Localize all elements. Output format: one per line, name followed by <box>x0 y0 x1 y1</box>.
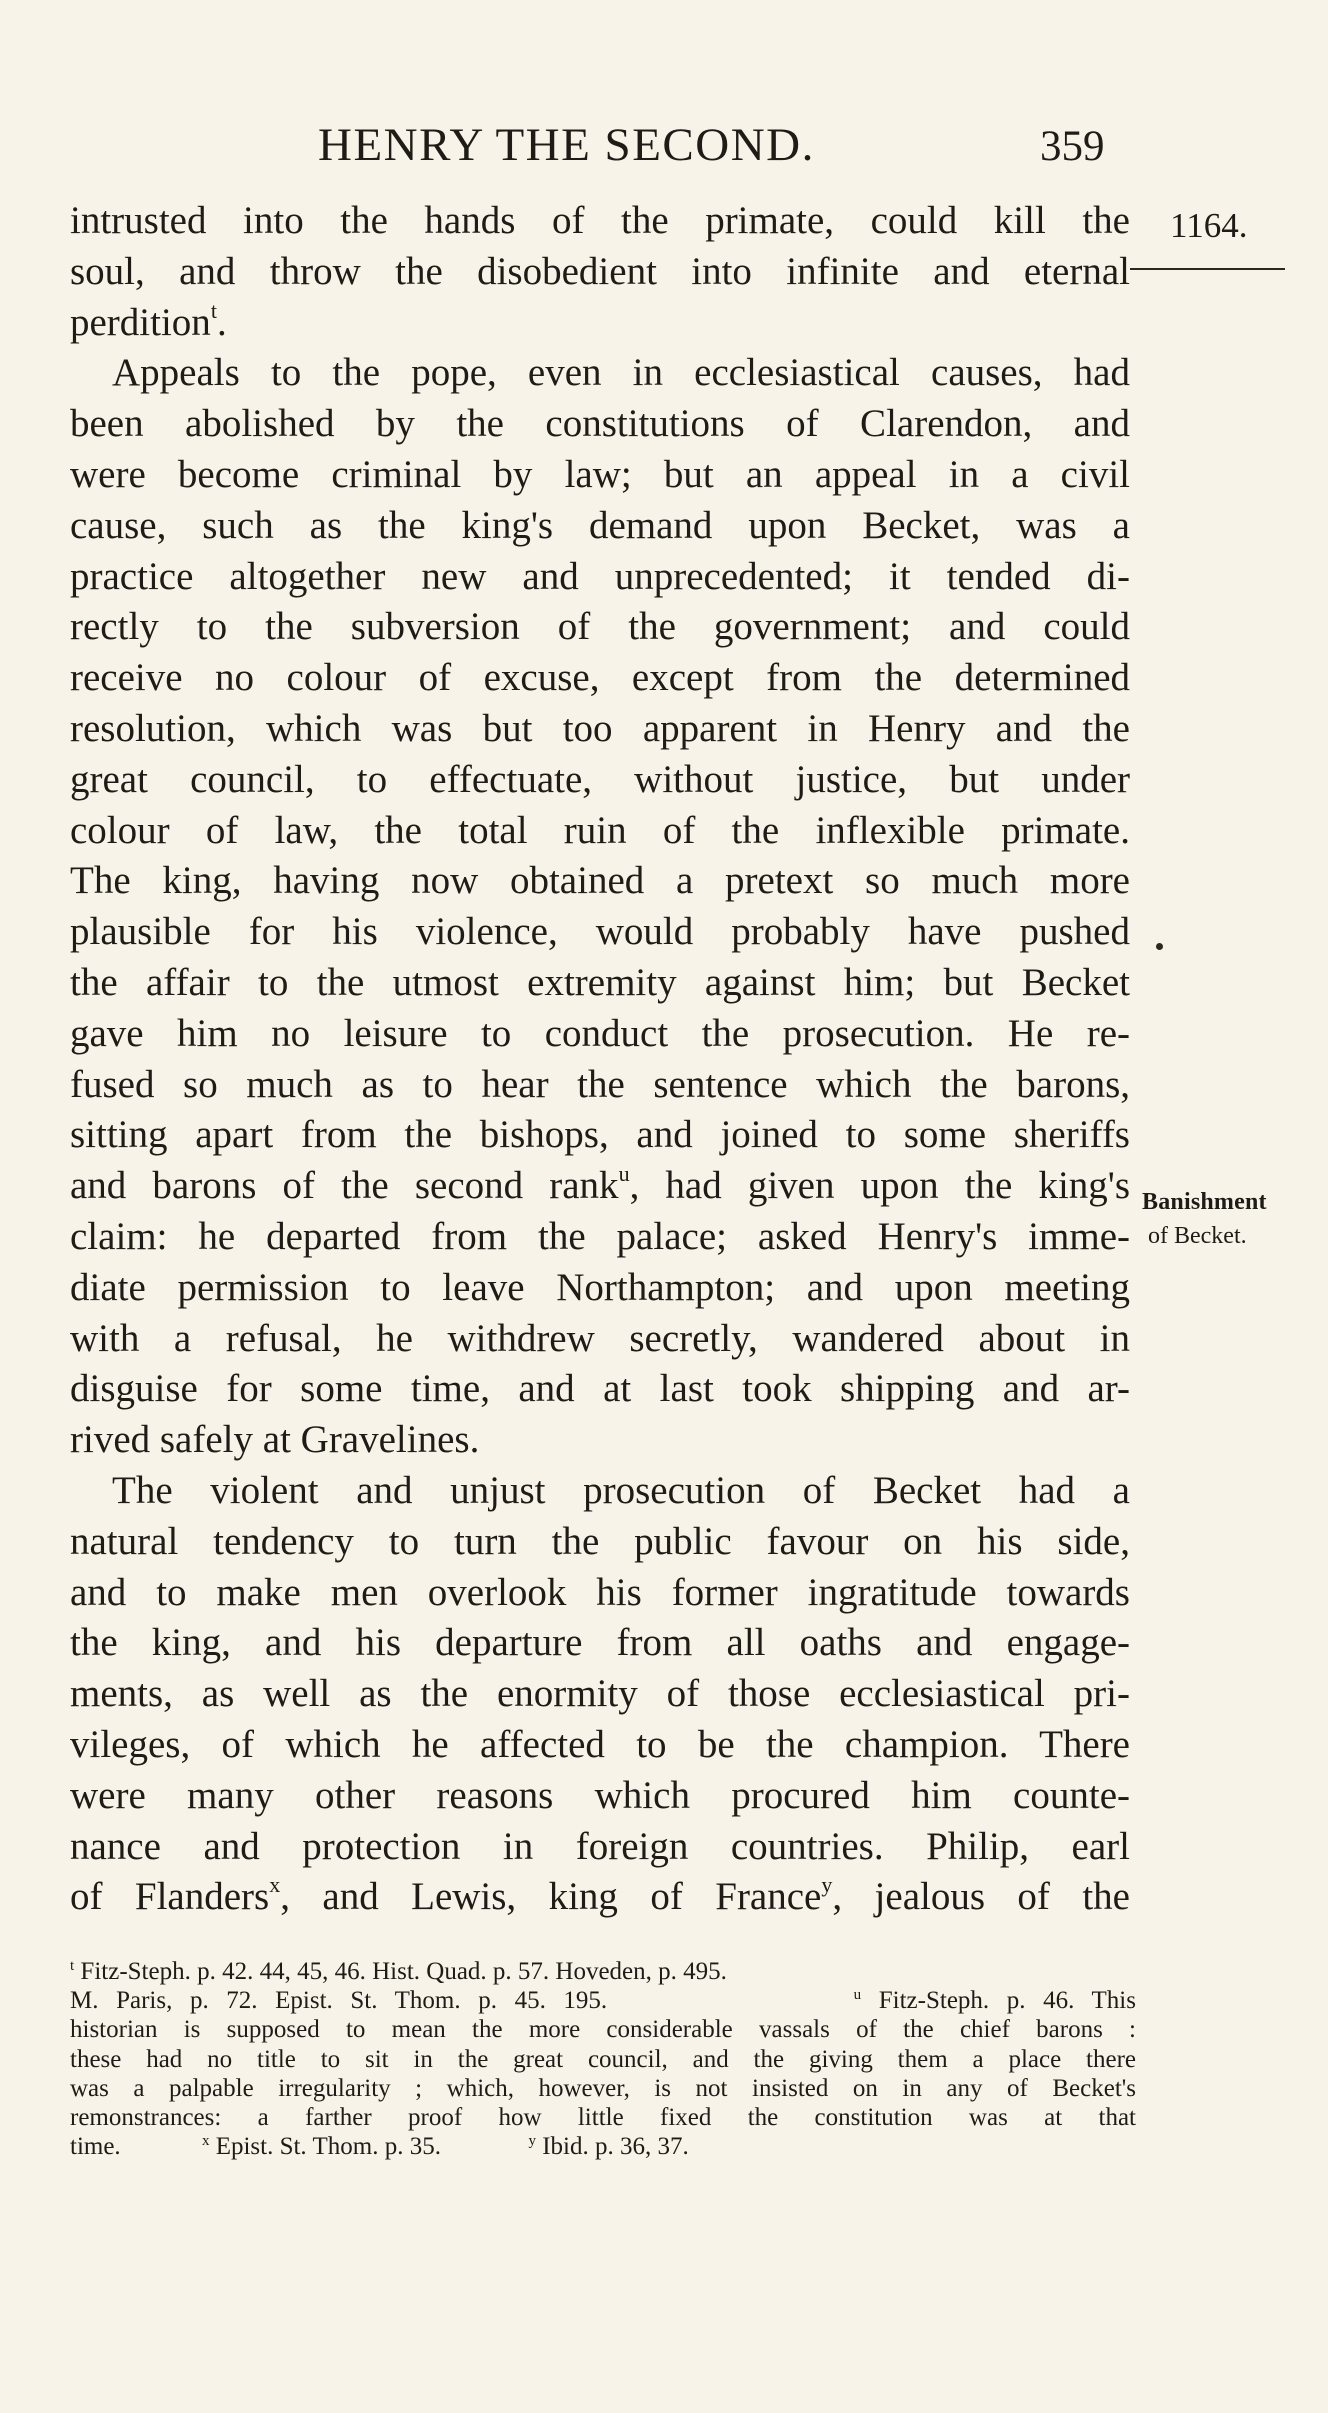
margin-dot <box>1156 943 1163 950</box>
footnote-ref-t: t <box>210 297 217 323</box>
text-line: sitting apart from the bishops, and joined to some sheriffs <box>70 1113 1130 1157</box>
text-line: resolution, which was but too apparent in Henry and the <box>70 706 1130 750</box>
text-line: gave him no leisure to conduct the prosecution. He re- <box>70 1011 1130 1055</box>
text-line: plausible for his violence, would probably have pushed <box>70 910 1130 954</box>
text-line: been abolished by the constitutions of Clarendon, and <box>70 402 1130 446</box>
text-line: disguise for some time, and at last took shipping and ar- <box>70 1367 1130 1411</box>
text-line: and barons of the second rank$^u$, had given upon the king's <box>70 1161 1130 1208</box>
text-line: The violent and unjust prosecution of Becket had a <box>112 1468 1130 1512</box>
text-line: The king, having now obtained a pretext so much more <box>70 859 1130 903</box>
margin-year: 1164. <box>1170 206 1248 245</box>
text-line: were become criminal by law; but an appeal in a civil <box>70 452 1130 496</box>
footnote-ref-x: x <box>269 1872 281 1898</box>
text-line: nance and protection in foreign countries. Philip, earl <box>70 1824 1130 1868</box>
text-line: rived safely at Gravelines. <box>70 1418 480 1462</box>
text-line: and to make men overlook his former ingratitude towards <box>70 1570 1130 1614</box>
text-line: diate permission to leave Northampton; and upon meeting <box>70 1265 1130 1309</box>
text-line: Appeals to the pope, even in ecclesiastical causes, had <box>112 351 1130 395</box>
text-line: perdition$^t$. <box>70 297 227 344</box>
footnote-mark-u: u <box>853 1987 862 2004</box>
footnote-line: historian is supposed to mean the more considerable vassals of the chief barons : <box>70 2016 1136 2044</box>
text-line: vileges, of which he affected to be the champion. There <box>70 1722 1130 1766</box>
footnote-mark-y: y <box>528 2133 536 2150</box>
footnote-line: $^t$ Fitz-Steph. p. 42. 44, 45, 46. Hist. Quad. p. 57. Hoveden, p. 495. <box>70 1958 727 1985</box>
footnote-mark-t: t <box>70 1958 75 1974</box>
footnote-mark-x: x <box>201 2133 210 2150</box>
text-line: were many other reasons which procured him counte- <box>70 1773 1130 1817</box>
footnote-line: time. $^x$ Epist. St. Thom. p. 35. $^y$ Ibid. p. 36, 37. <box>70 2133 689 2161</box>
text-line: natural tendency to turn the public favour on his side, <box>70 1519 1130 1563</box>
page-title: HENRY THE SECOND. <box>318 119 815 171</box>
footnote-line: was a palpable irregularity ; which, however, is not insisted on in any of Becket's <box>70 2074 1136 2102</box>
text-line: ments, as well as the enormity of those ecclesiastical pri- <box>70 1672 1130 1716</box>
footnotes <box>70 1957 1136 2161</box>
text-line: of Flanders$^x$, and Lewis, king of France$^y$, jealous of the <box>70 1872 1130 1919</box>
side-note-line-2: of Becket. <box>1148 1223 1247 1249</box>
side-note-line-1: Banishment <box>1142 1189 1267 1215</box>
body-text <box>70 196 1130 1923</box>
text-line: great council, to effectuate, without justice, but under <box>70 757 1130 801</box>
footnote-ref-u: u <box>618 1161 630 1187</box>
footnote-line: these had no title to sit in the great council, and the giving them a place there <box>70 2045 1136 2073</box>
footnote-line: M. Paris, p. 72. Epist. St. Thom. p. 45. 195. $^u$ Fitz-Steph. p. 46. This <box>70 1987 1136 2015</box>
text-line: the king, and his departure from all oaths and engage- <box>70 1621 1130 1665</box>
text-line: colour of law, the total ruin of the inflexible primate. <box>70 808 1130 852</box>
text-line: soul, and throw the disobedient into infinite and eternal <box>70 249 1130 293</box>
text-line: rectly to the subversion of the government; and could <box>70 605 1130 649</box>
page-number: 359 <box>1040 123 1105 170</box>
text-line: receive no colour of excuse, except from the determined <box>70 656 1130 700</box>
text-line: the affair to the utmost extremity against him; but Becket <box>70 960 1130 1004</box>
text-line: intrusted into the hands of the primate, could kill the <box>70 199 1130 242</box>
text-line: fused so much as to hear the sentence which the barons, <box>70 1062 1130 1106</box>
margin-rule <box>1130 268 1285 270</box>
text-line: with a refusal, he withdrew secretly, wandered about in <box>70 1316 1130 1360</box>
side-note <box>1142 1185 1322 1253</box>
footnote-ref-y: y <box>821 1872 833 1898</box>
text-line: cause, such as the king's demand upon Becket, was a <box>70 503 1130 547</box>
text-line: claim: he departed from the palace; asked Henry's imme- <box>70 1214 1130 1258</box>
running-header <box>0 118 1328 178</box>
text-line: practice altogether new and unprecedented; it tended di- <box>70 554 1130 598</box>
footnote-line: remonstrances: a farther proof how little fixed the constitution was at that <box>70 2103 1136 2131</box>
